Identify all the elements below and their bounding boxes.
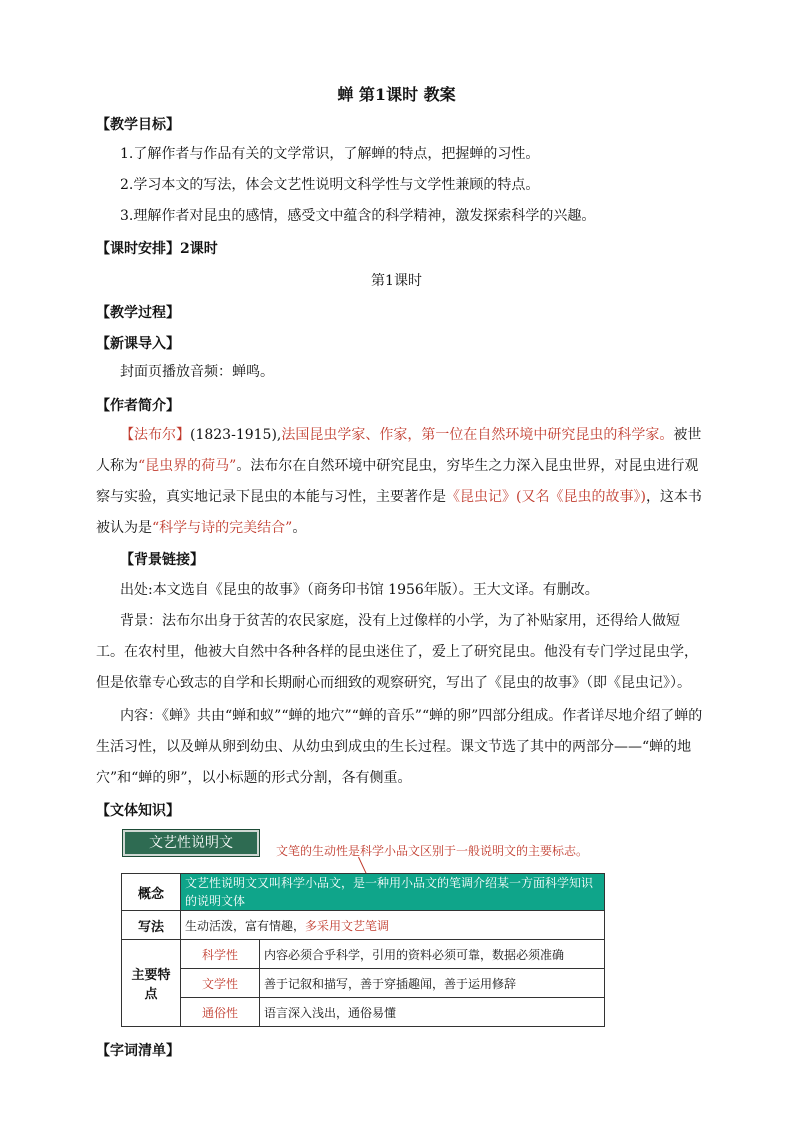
genre-note: 文笔的生动性是科学小品文区别于一般说明文的主要标志。 — [276, 844, 589, 858]
background-text: 背景：法布尔出身于贫苦的农民家庭，没有上过像样的小学，为了补贴家用，还得给人做短工。在农村里，他被大自然中各种各样的昆虫迷住了，爱上了研究昆虫。他没有专门学过昆虫学，但是依靠专心致志的自学和长期耐心而细致的观察研究，写出了《昆虫的故事》（即《昆虫记》）。 — [96, 613, 698, 691]
feature-text: 善于记叙和描写，善于穿插趣闻，善于运用修辞 — [260, 969, 605, 998]
intro-text: 封面页播放音频：蝉鸣。 — [120, 364, 274, 380]
table-row — [122, 911, 605, 940]
table-row — [122, 874, 605, 911]
genre-heading: 【文体知识】 — [96, 803, 180, 819]
feature-name: 文学性 — [181, 969, 260, 998]
author-heading: 【作者简介】 — [96, 398, 180, 414]
author-paragraph: 【法布尔】(1823-1915),法国昆虫学家、作家，第一位在自然环境中研究昆虫的科学家。被世人称为“昆虫界的荷马”。法布尔在自然环境中研究昆虫，穷毕生之力深入昆虫世界，对昆虫进行观察与实验，真实地记录下昆虫的本能与习性，主要著作是《昆虫记》(又名《昆虫的故事》)，这本书被认为是“科学与诗的完美结合”。 — [96, 427, 702, 536]
author-work: 《昆虫记》(又名《昆虫的故事》) — [446, 489, 646, 505]
table-row — [122, 940, 605, 969]
background-source: 出处:本文选自《昆虫的故事》（商务印书馆 1956年版）。王大文译。有删改。 — [120, 582, 599, 598]
lesson-subtitle: 第1课时 — [371, 273, 422, 289]
author-nickname: “昆虫界的荷马” — [138, 458, 237, 474]
genre-tag: 文艺性说明文 — [122, 829, 260, 857]
table-row — [122, 998, 605, 1027]
genre-table — [121, 873, 605, 1027]
author-name: 【法布尔】 — [120, 427, 190, 443]
goals-heading: 【教学目标】 — [96, 117, 180, 133]
feature-name: 通俗性 — [181, 998, 260, 1027]
words-heading: 【字词清单】 — [96, 1043, 180, 1059]
goal-item-3: 3.理解作者对昆虫的感情，感受文中蕴含的科学精神，激发探索科学的兴趣。 — [120, 208, 596, 224]
schedule-heading: 【课时安排】2课时 — [96, 241, 218, 257]
feature-text: 语言深入浅出，通俗易懂 — [260, 998, 605, 1027]
concept-cell: 文艺性说明文又叫科学小品文，是一种用小品文的笔调介绍某一方面科学知识的说明文体 — [181, 874, 605, 911]
background-content: 内容：《蝉》共由“蝉和蚁”“蝉的地穴”“蝉的音乐”“蝉的卵”四部分组成。作者详尽地介绍了蝉的生活习性，以及蝉从卵到幼虫、从幼虫到成虫的生长过程。课文节选了其中的两部分——“蝉的地穴”和“蝉的卵”，以小标题的形式分割，各有侧重。 — [96, 708, 703, 786]
background-heading: 【背景链接】 — [120, 552, 204, 568]
note-arrow — [358, 857, 367, 874]
author-desc: 法国昆虫学家、作家，第一位在自然环境中研究昆虫的科学家。 — [281, 427, 674, 443]
feature-label: 主要特点 — [122, 940, 181, 1027]
goal-item-1: 1.了解作者与作品有关的文学常识，了解蝉的特点，把握蝉的习性。 — [120, 146, 540, 162]
method-label: 写法 — [122, 911, 181, 940]
method-cell: 生动活泼，富有情趣，多采用文艺笔调 — [181, 911, 605, 940]
author-praise: “科学与诗的完美结合” — [152, 520, 293, 536]
table-row — [122, 969, 605, 998]
page-title: 蝉 第1课时 教案 — [337, 85, 456, 104]
process-heading: 【教学过程】 — [96, 305, 180, 321]
intro-heading: 【新课导入】 — [96, 336, 180, 352]
concept-label: 概念 — [122, 874, 181, 911]
feature-name: 科学性 — [181, 940, 260, 969]
goal-item-2: 2.学习本文的写法，体会文艺性说明文科学性与文学性兼顾的特点。 — [120, 177, 540, 193]
feature-text: 内容必须合乎科学，引用的资料必须可靠，数据必须准确 — [260, 940, 605, 969]
